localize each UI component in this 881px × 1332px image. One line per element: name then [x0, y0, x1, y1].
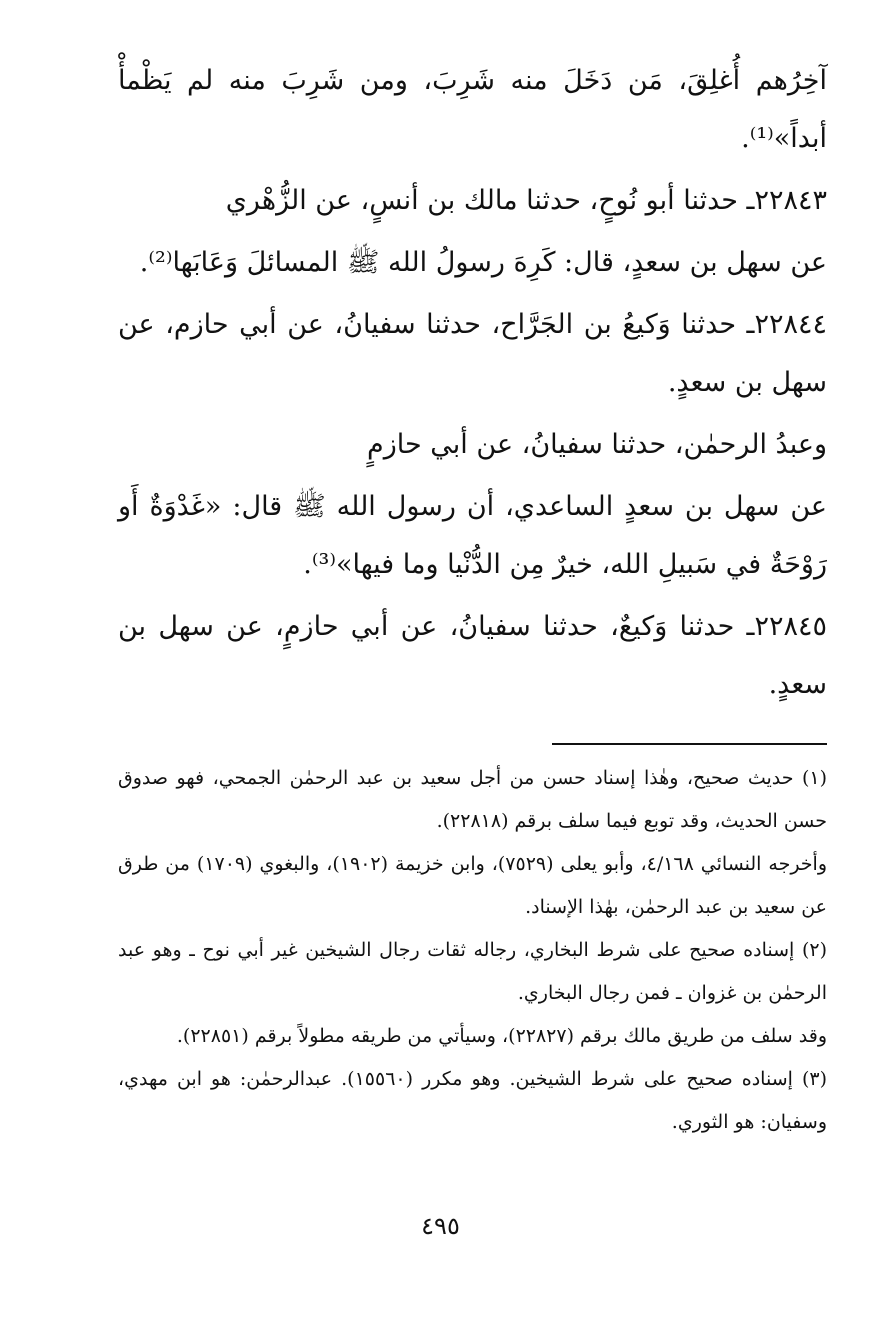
- main-paragraph-6: عن سهل بن سعدٍ الساعدي، أن رسول الله ﷺ قال: «غَدْوَةٌ أَو رَوْحَةٌ في سَبيلِ الله، خيرٌ مِن الدُّنْيا وما فيها»⁽³⁾.: [118, 491, 827, 580]
- main-paragraph-1: آخِرُهم أُغلِقَ، مَن دَخَلَ منه شَرِبَ، ومن شَرِبَ منه لم يَظْمأْ أبداً»⁽¹⁾.: [118, 65, 827, 154]
- footnote-paragraph-4: وقد سلف من طريق مالك برقم (٢٢٨٢٧)، وسيأتي من طريقه مطولاً برقم (٢٢٨٥١).: [176, 1025, 827, 1047]
- main-paragraph-5: وعبدُ الرحمٰن، حدثنا سفيانُ، عن أبي حازمٍ: [367, 429, 827, 460]
- main-paragraph-2: ٢٢٨٤٣ـ حدثنا أبو نُوحٍ، حدثنا مالك بن أنسٍ، عن الزُّهْري: [225, 185, 827, 216]
- footnote-paragraph-1: (١) حديث صحيح، وهٰذا إسناد حسن من أجل سعيد بن عبد الرحمٰن الجمحي، فهو صدوق حسن الحديث، وقد توبع فيما سلف برقم (٢٢٨١٨).: [118, 767, 827, 832]
- footnote-paragraph-5: (٣) إسناده صحيح على شرط الشيخين. وهو مكرر (١٥٥٦٠). عبدالرحمٰن: هو ابن مهدي، وسفيان: هو الثوري.: [118, 1068, 827, 1133]
- main-paragraph-3: عن سهل بن سعدٍ، قال: كَرِهَ رسولُ الله ﷺ المسائلَ وَعَابَها⁽²⁾.: [139, 247, 827, 278]
- footnotes: [118, 757, 827, 1144]
- main-text: [118, 52, 827, 714]
- footnote-separator: [552, 743, 827, 745]
- footnote-paragraph-2: وأخرجه النسائي ٤/١٦٨، وأبو يعلى (٧٥٢٩)، وابن خزيمة (١٩٠٢)، والبغوي (١٧٠٩) من طرق عن سعيد بن عبد الرحمٰن، بهٰذا الإسناد.: [118, 853, 827, 918]
- page-number: ٤٩٥: [421, 1212, 460, 1240]
- main-paragraph-7: ٢٢٨٤٥ـ حدثنا وَكيعٌ، حدثنا سفيانُ، عن أبي حازمٍ، عن سهل بن سعدٍ.: [118, 611, 827, 700]
- main-paragraph-4: ٢٢٨٤٤ـ حدثنا وَكيعُ بن الجَرَّاح، حدثنا سفيانُ، عن أبي حازم، عن سهل بن سعدٍ.: [118, 309, 827, 398]
- footnote-paragraph-3: (٢) إسناده صحيح على شرط البخاري، رجاله ثقات رجال الشيخين غير أبي نوح ـ وهو عبد الرحمٰن بن غزوان ـ فمن رجال البخاري.: [118, 939, 827, 1004]
